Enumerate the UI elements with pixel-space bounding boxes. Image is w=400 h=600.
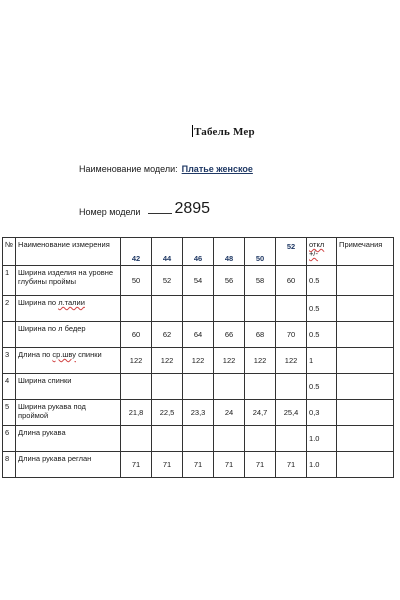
header-num: №	[3, 238, 16, 266]
size-value-cell: 21,8	[121, 400, 152, 426]
row-num-cell: 3	[3, 348, 16, 374]
measurement-name-cell: Длина по ср.шву спинки	[16, 348, 121, 374]
row-num-cell: 1	[3, 266, 16, 296]
header-size-50: 50	[245, 238, 276, 266]
table-row	[3, 452, 394, 478]
size-value-cell	[276, 426, 307, 452]
row-num-cell: 6	[3, 426, 16, 452]
measurement-name-cell: Ширина по л бедер	[16, 322, 121, 348]
model-name-label: Наименование модели:	[79, 164, 178, 174]
size-value-cell: 122	[121, 348, 152, 374]
row-num-cell: 2	[3, 296, 16, 322]
header-size-48: 48	[214, 238, 245, 266]
size-value-cell: 23,3	[183, 400, 214, 426]
size-value-cell	[183, 296, 214, 322]
header-name: Наименование измерения	[16, 238, 121, 266]
measurement-name-cell: Ширина спинки	[16, 374, 121, 400]
size-value-cell: 70	[276, 322, 307, 348]
table-row	[3, 348, 394, 374]
table-row	[3, 296, 394, 322]
notes-cell	[337, 400, 394, 426]
size-value-cell: 56	[214, 266, 245, 296]
size-value-cell: 122	[276, 348, 307, 374]
row-num-cell: 4	[3, 374, 16, 400]
size-value-cell: 71	[121, 452, 152, 478]
measurement-name-cell: Ширина по л.талии	[16, 296, 121, 322]
size-value-cell	[121, 426, 152, 452]
size-value-cell: 122	[152, 348, 183, 374]
size-value-cell: 24	[214, 400, 245, 426]
size-value-cell	[152, 426, 183, 452]
size-value-cell	[214, 296, 245, 322]
size-value-cell: 71	[276, 452, 307, 478]
header-size-52: 52	[276, 238, 307, 266]
size-value-cell	[214, 374, 245, 400]
size-value-cell	[245, 296, 276, 322]
size-value-cell	[245, 426, 276, 452]
row-num-cell	[3, 322, 16, 348]
header-size-46: 46	[183, 238, 214, 266]
header-deviation: откл +/-	[307, 238, 337, 266]
size-value-cell	[183, 374, 214, 400]
size-value-cell	[245, 374, 276, 400]
size-value-cell: 60	[276, 266, 307, 296]
measurement-name-cell: Длина рукава	[16, 426, 121, 452]
text-cursor	[192, 125, 193, 137]
size-value-cell: 66	[214, 322, 245, 348]
size-value-cell: 22,5	[152, 400, 183, 426]
deviation-cell: 0.5	[307, 296, 337, 322]
row-num-cell: 5	[3, 400, 16, 426]
measurement-name-cell: Ширина изделия на уровне глубины проймы	[16, 266, 121, 296]
size-value-cell: 62	[152, 322, 183, 348]
deviation-cell: 0.5	[307, 322, 337, 348]
header-size-44: 44	[152, 238, 183, 266]
model-name-value: Платье женское	[181, 164, 253, 174]
size-value-cell: 71	[214, 452, 245, 478]
deviation-cell: 0.5	[307, 266, 337, 296]
size-value-cell: 50	[121, 266, 152, 296]
table-row	[3, 400, 394, 426]
notes-cell	[337, 296, 394, 322]
size-value-cell: 122	[214, 348, 245, 374]
size-value-cell: 58	[245, 266, 276, 296]
size-value-cell	[121, 296, 152, 322]
size-value-cell: 64	[183, 322, 214, 348]
measurements-table	[2, 237, 394, 478]
table-row	[3, 374, 394, 400]
size-value-cell: 122	[245, 348, 276, 374]
table-row	[3, 322, 394, 348]
notes-cell	[337, 374, 394, 400]
deviation-cell: 0.5	[307, 374, 337, 400]
model-name-row	[79, 164, 253, 174]
size-value-cell: 71	[183, 452, 214, 478]
size-value-cell	[276, 374, 307, 400]
model-number-row	[79, 201, 210, 217]
size-value-cell: 71	[245, 452, 276, 478]
title-text: Табель Мер	[194, 126, 255, 138]
size-value-cell	[152, 296, 183, 322]
notes-cell	[337, 452, 394, 478]
size-value-cell	[183, 426, 214, 452]
model-number-blank-line	[148, 213, 172, 214]
size-value-cell: 24,7	[245, 400, 276, 426]
size-value-cell	[214, 426, 245, 452]
size-value-cell	[276, 296, 307, 322]
size-value-cell: 54	[183, 266, 214, 296]
size-value-cell	[121, 374, 152, 400]
deviation-cell: 1.0	[307, 452, 337, 478]
table-row	[3, 426, 394, 452]
notes-cell	[337, 266, 394, 296]
size-value-cell: 25,4	[276, 400, 307, 426]
document-title	[192, 125, 255, 138]
notes-cell	[337, 348, 394, 374]
table-row	[3, 266, 394, 296]
deviation-cell: 1.0	[307, 426, 337, 452]
size-value-cell: 122	[183, 348, 214, 374]
model-number-label: Номер модели	[79, 207, 141, 217]
size-value-cell: 68	[245, 322, 276, 348]
row-num-cell: 8	[3, 452, 16, 478]
size-value-cell: 60	[121, 322, 152, 348]
header-size-42: 42	[121, 238, 152, 266]
deviation-cell: 1	[307, 348, 337, 374]
header-notes: Примечания	[337, 238, 394, 266]
measurement-name-cell: Длина рукава реглан	[16, 452, 121, 478]
notes-cell	[337, 322, 394, 348]
model-number-value: 2895	[174, 200, 211, 217]
notes-cell	[337, 426, 394, 452]
measurement-name-cell: Ширина рукава под проймой	[16, 400, 121, 426]
deviation-cell: 0,3	[307, 400, 337, 426]
size-value-cell: 52	[152, 266, 183, 296]
table-header-row	[3, 238, 394, 266]
size-value-cell	[152, 374, 183, 400]
size-value-cell: 71	[152, 452, 183, 478]
